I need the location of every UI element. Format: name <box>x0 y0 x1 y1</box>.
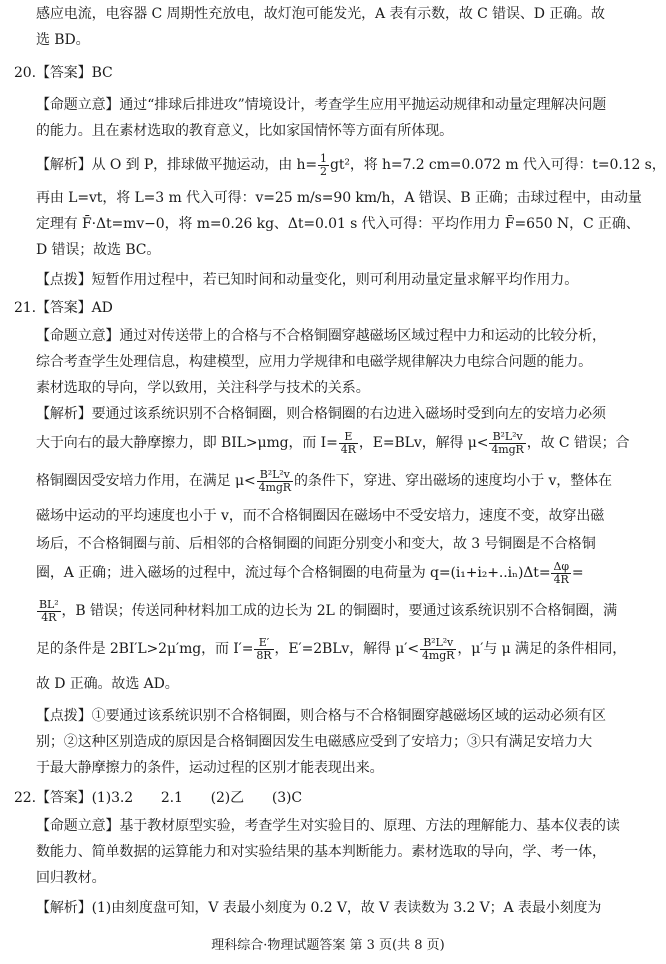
text-line: $\frac{\text{BL²}}{4R}$ ，B 错误；传送同种材料加工成的边长为 2L 的铜圈时，要通过该系统识别不合格铜圈，满 <box>39 597 618 624</box>
fraction: $\frac{\text{B²L²v}}{\text{4mgR}}$ <box>491 429 524 456</box>
fraction: $\frac{E'}{8R}$ <box>256 635 272 662</box>
text-line: 于最大静摩擦力的条件，运动过程的区别才能表现出来。 <box>36 760 384 776</box>
text-line: 综合考查学生处理信息，构建模型，应用力学规律和电磁学规律解决力电综合问题的能力。 <box>36 354 592 370</box>
question-20-answer: 20.【答案】BC <box>14 65 113 81</box>
fraction: $\frac{\text{B²L²v}}{\text{4mgR}}$ <box>422 635 455 662</box>
text-line: 【解析】要通过该系统识别不合格铜圈，则合格铜圈的右边进入磁场时受到向左的安培力必须 <box>36 406 606 422</box>
text-line: 足的条件是 2BI′L>2μ′mg，而 I′= $\frac{E'}{8R}$ ，E′=2BLv，解得 μ′< $\frac{\text{B²L²v}}{\text{4mgR}}$ ，μ′与 μ 满足的条件相同， <box>36 635 627 662</box>
text-line: 感应电流，电容器 C 周期性充放电，故灯泡可能发光，A 表有示数，故 C 错误、D 正确。故 <box>36 6 605 22</box>
text-line: D 错误；故选 BC。 <box>36 242 161 258</box>
fraction: $\frac{\Delta\varphi}{4R}$ <box>553 559 569 586</box>
text-line: 圈，A 正确；进入磁场的过程中，流过每个合格铜圈的电荷量为 q=(i₁+i₂+..iₙ)Δt= $\frac{\Delta\varphi}{4R}$ = <box>36 559 584 586</box>
text-line: 再由 L=vt，将 L=3 m 代入可得：v=25 m/s=90 km/h，A 错误、B 正确；击球过程中，由动量 <box>36 190 642 206</box>
text-line: 【命题立意】基于教材原型实验，考查学生对实验目的、原理、方法的理解能力、基本仪表的读 <box>36 818 620 834</box>
text-line: 【解析】(1)由刻度盘可知，V 表最小刻度为 0.2 V，故 V 表读数为 3.2 V；A 表最小刻度为 <box>36 900 602 916</box>
text-line: 【点拨】短暂作用过程中，若已知时间和动量变化，则可利用动量定量求解平均作用力。 <box>36 272 579 288</box>
text-line: 【点拨】①要通过该系统识别不合格铜圈，则合格与不合格铜圈穿越磁场区域的运动必须有区 <box>36 708 606 724</box>
fraction: $\frac{\text{BL²}}{4R}$ <box>39 597 59 624</box>
text-line: 大于向右的最大静摩擦力，即 BIL>μmg，而 I= $\frac{E}{4R}$ ，E=BLv，解得 μ< $\frac{\text{B²L²v}}{\text{4mgR}}$ ，故 C 错误；合 <box>36 429 630 456</box>
question-21-answer: 21.【答案】AD <box>14 300 113 316</box>
text-line: 定理有 F̄·Δt=mv−0，将 m=0.26 kg、Δt=0.01 s 代入可得：平均作用力 F̄=650 N，C 正确、 <box>36 216 640 232</box>
text-line: 别；②这种区别造成的原因是合格铜圈因发生电磁感应受到了安培力；③只有满足安培力大 <box>36 734 592 750</box>
text-line: 故 D 正确。故选 AD。 <box>36 676 179 692</box>
fraction-half: $\frac{1}{2}$ <box>320 151 327 178</box>
text-line: 素材选取的导向，学以致用，关注科学与技术的关系。 <box>36 380 370 396</box>
text-line: 格铜圈因受安培力作用，在满足 μ< $\frac{\text{B²L²v}}{\text{4mgR}}$ 的条件下，穿进、穿出磁场的速度均小于 v，整体在 <box>36 467 612 494</box>
text-line: 【命题立意】通过对传送带上的合格与不合格铜圈穿越磁场区域过程中力和运动的比较分析， <box>36 328 606 344</box>
page-footer: 理科综合·物理试题答案 第 3 页(共 8 页) <box>211 938 445 953</box>
question-22-answer: 22.【答案】(1)3.2 2.1 (2)乙 (3)C <box>14 790 302 806</box>
text-line: 的能力。且在素材选取的教育意义，比如家国情怀等方面有所体现。 <box>36 123 453 139</box>
text-line: 数能力、简单数据的运算能力和对实验结果的基本判断能力。素材选取的导向，学、考一体， <box>36 844 606 860</box>
text-line: 场后，不合格铜圈与前、后相邻的合格铜圈的间距分别变小和变大，故 3 号铜圈是不合格铜 <box>36 536 596 552</box>
text-line: 回归教材。 <box>36 870 106 886</box>
text-line: 【解析】从 O 到 P，排球做平抛运动，由 h= $\frac{1}{2}$ gt²，将 h=7.2 cm=0.072 m 代入可得：t=0.12 s， <box>36 151 666 178</box>
text-line: 磁场中运动的平均速度也小于 v，而不合格铜圈因在磁场中不受安培力，速度不变，故穿出磁 <box>36 508 605 524</box>
fraction: $\frac{E}{4R}$ <box>340 429 356 456</box>
fraction: $\frac{\text{B²L²v}}{\text{4mgR}}$ <box>258 467 291 494</box>
text-line: 【命题立意】通过“排球后排进攻”情境设计，考查学生应用平抛运动规律和动量定理解决问题 <box>36 97 607 113</box>
text-line: 选 BD。 <box>36 32 90 48</box>
